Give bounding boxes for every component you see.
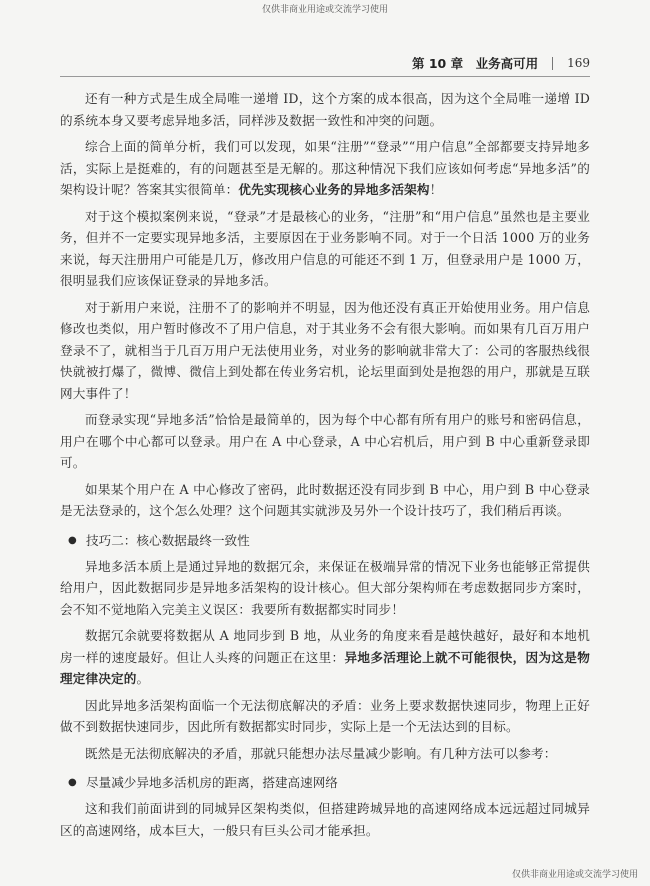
watermark-top: 仅供非商业用途或交流学习使用 (261, 5, 388, 15)
page-number: 169 (567, 56, 590, 70)
paragraph: 对于新用户来说，注册不了的影响并不明显，因为他还没有真正开始使用业务。用户信息修改也类似，用户暂时修改不了用户信息，对于其业务不会有很大影响。而如果有几百万用户登录不了，就相当于几百万用户无法使用业务，对业务的影响就非常大了：公司的客服热线很快就被打爆了，微博、微信上到处都在传业务宕机，论坛里面到处是抱怨的用户，那就是互联网大事件了！ (60, 299, 590, 401)
paragraph: 异地多活本质上是通过异地的数据冗余，来保证在极端异常的情况下业务也能够正常提供给用户，因此数据同步是异地多活架构的设计核心。但大部分架构师在考虑数据同步方案时，会不知不觉地陷入完美主义误区：我要所有数据都实时同步！ (60, 558, 590, 617)
paragraph: 还有一种方式是生成全局唯一递增 ID，这个方案的成本很高，因为这个全局唯一递增 ID 的系统本身又要考虑异地多活，同样涉及数据一致性和冲突的问题。 (60, 91, 590, 128)
paragraph: 这和我们前面讲到的同城异区架构类似，但搭建跨城异地的高速网络成本远远超过同城异区的高速网络，成本巨大，一般只有巨头公司才能承担。 (60, 801, 590, 838)
paragraph: 对于这个模拟案例来说，“登录”才是最核心的业务，“注册”和“用户信息”虽然也是主要业务，但并不一定要实现异地多活，主要原因在于业务影响不同。对于一个日活 1000 万的业务来说，每天注册用户可能是几万，修改用户信息的可能还不到 1 万，但登录用户是 1000 万，很明显我们应该保证登录的异地多活。 (60, 208, 590, 288)
bullet-text: 尽量减少异地多活机房的距离，搭建高速网络 (86, 775, 338, 790)
paragraph: 既然是无法彻底解决的矛盾，那就只能想办法尽量减少影响。有几种方法可以参考： (85, 745, 557, 761)
bullet-text: 技巧二：核心数据最终一致性 (86, 532, 250, 548)
header-separator (552, 57, 553, 70)
paragraph: 因此异地多活架构面临一个无法彻底解决的矛盾：业务上要求数据快速同步，物理上正好做不到数据快速同步，因此所有数据都实时同步，实际上是一个无法达到的目标。 (60, 697, 590, 734)
paragraph: 而登录实现“异地多活”恰恰是最简单的，因为每个中心都有所有用户的账号和密码信息，用户在哪个中心都可以登录。用户在 A 中心登录，A 中心宕机后，用户到 B 中心重新登录即可。 (60, 412, 590, 470)
emphasis-text: 优先实现核心业务的异地多活架构 (238, 182, 430, 197)
page-header (60, 50, 590, 77)
section-bullet (60, 772, 590, 794)
bullet-dot-icon: ● (68, 777, 77, 788)
paragraph: 数据冗余就要将数据从 A 地同步到 B 地，从业务的角度来看是越快越好，最好和本地机房一样的速度最好。但让人头疼的问题正在这里：异地多活理论上就不可能很快，因为这是物理定律决定的。 (60, 628, 590, 686)
paragraph: 如果某个用户在 A 中心修改了密码，此时数据还没有同步到 B 中心，用户到 B 中心登录是无法登录的，这个怎么处理？这个问题其实就涉及另外一个设计技巧了，我们稍后再谈。 (60, 481, 590, 518)
chapter-title: 第 10 章 业务高可用 (411, 56, 539, 71)
watermark-bottom: 仅供非商业用途或交流学习使用 (511, 870, 638, 880)
section-bullet (60, 530, 590, 552)
emphasis-text: 异地多活理论上就不可能很快，因为这是物理定律决定的 (60, 649, 590, 686)
bullet-dot-icon: ● (68, 534, 77, 546)
paragraph: 综合上面的简单分析，我们可以发现，如果“注册”“登录”“用户信息”全部都要支持异地多活，实际上是挺难的，有的问题甚至是无解的。那这种情况下我们应该如何考虑“异地多活”的架构设计呢？答案其实很简单：优先实现核心业务的异地多活架构！ (60, 139, 590, 197)
page-content (60, 88, 590, 846)
